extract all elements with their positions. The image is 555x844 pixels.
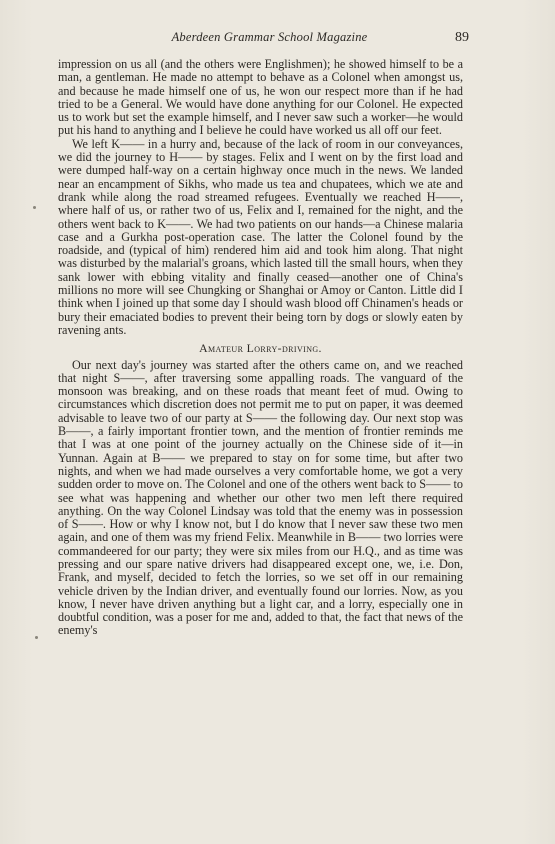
print-mark bbox=[35, 636, 38, 639]
paragraph-2: We left K—— in a hurry and, because of the lack of room in our conveyances, we did the journey to H—— by stages. Felix and I went on by the first load and were dumped half-way on a certain highway once much in the news. We landed near an encampment of Sikhs, who made us tea and chupatees, which we ate and drank while along the road streamed refugees. Eventually we reached H——, where half of us, or rather two of us, Felix and I, remained for the night, and the others went back to K——. We had two patients on our hands—a Chinese malaria case and a Gurkha post-operation case. The latter the Colonel found by the roadside, and (typical of him) rendered him aid and took him along. That night was disturbed by the malarial's groans, which lasted till the small hours, when they sank lower with ebbing vitality and finally ceased—another one of China's millions no more will see Chungking or Shanghai or Amoy or Canton. Little did I think when I joined up that some day I should wash blood off Chinamen's heads or bury their emaciated bodies to prevent their being torn by dogs or slowly eaten by ravening ants. bbox=[58, 136, 463, 337]
print-mark bbox=[33, 206, 36, 209]
article-body bbox=[58, 58, 463, 638]
section-subheading: Amateur Lorry-driving. bbox=[199, 341, 322, 356]
running-head: Aberdeen Grammar School Magazine bbox=[171, 30, 368, 44]
page-number: 89 bbox=[455, 30, 469, 45]
page-header bbox=[58, 30, 469, 52]
paragraph-1: impression on us all (and the others were Englishmen); he showed himself to be a man, a gentleman. He made no attempt to behave as a Colonel when amongst us, and because he made himself one of us, he won our respect more than if he had tried to be a General. We would have done anything for our Colonel. He expected us to work but set the example himself, and I never saw such a worker—he would put his hand to anything and I believe he could have worked us all off our feet. bbox=[58, 57, 463, 138]
paragraph-3: Our next day's journey was started after the others came on, and we reached that night S——, after traversing some appalling roads. The vanguard of the monsoon was breaking, and on these roads that meant feet of mud. Owing to circumstances which discretion does not permit me to put on paper, it was deemed advisable to leave two of our party at S—— the following day. Our next stop was B——, a fairly important frontier town, and the mention of frontier reminds me that I was at one point of the journey actually on the Chinese side of it—in Yunnan. Again at B—— we prepared to stay on for some time, but after two nights, and when we had made ourselves a very comfortable home, we got a very sudden order to move on. The Colonel and one of the others went back to S—— to see what was happening and whether our other two men left there required anything. On the way Colonel Lindsay was told that the enemy was in possession of S——. How or why I know not, but I do know that I never saw these two men again, and one of them was my friend Felix. Meanwhile in B—— two lorries were commandeered for our party; they were six miles from our H.Q., and as time was pressing and our spare native drivers had disappeared except one, we, i.e. Don, Frank, and myself, decided to fetch the lorries, so we set off in our remaining vehicle driven by the Indian driver, and eventually found our lorries. Now, as you know, I never have driven anything but a light car, and a lorry, especially one in doubtful condition, was a poser for me and, added to that, the fact that news of the enemy's bbox=[58, 357, 463, 638]
